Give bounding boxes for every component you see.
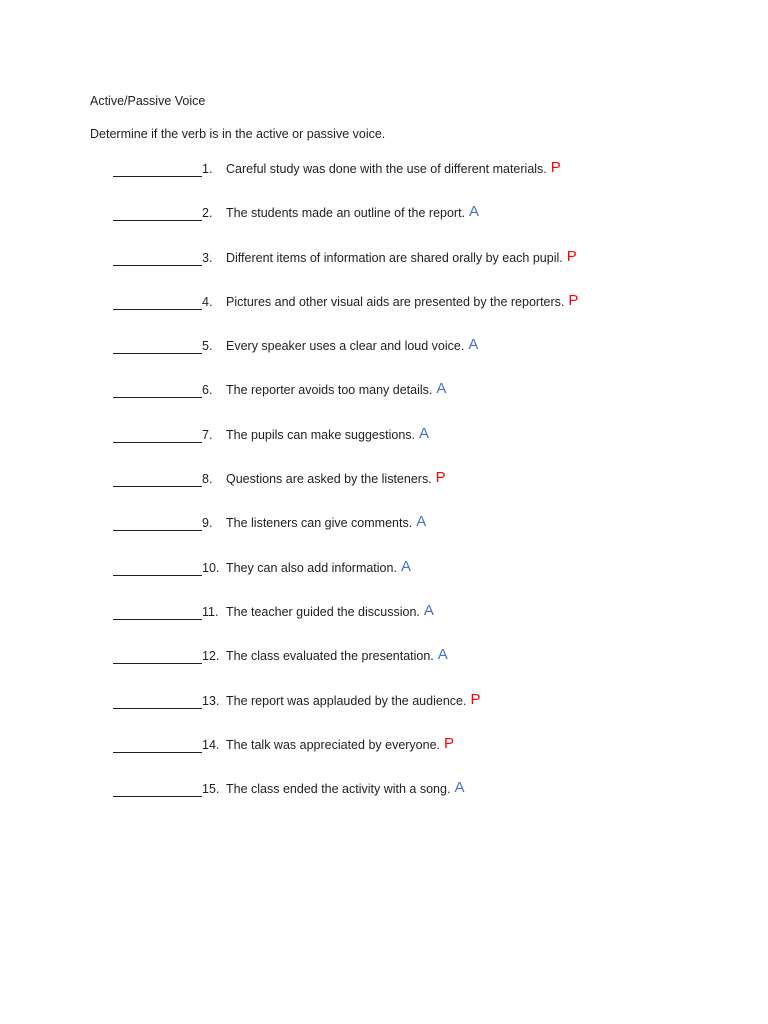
answer-mark: P (566, 247, 577, 265)
question-item (113, 380, 713, 424)
answer-blank (113, 782, 202, 797)
question-item (113, 513, 713, 557)
question-number: 7. (202, 427, 213, 442)
question-sentence: Different items of information are shared orally by each pupil. (226, 250, 563, 265)
question-item (113, 735, 713, 779)
answer-mark: P (444, 734, 455, 752)
question-sentence: The reporter avoids too many details. (226, 383, 433, 398)
answer-blank (113, 516, 202, 531)
answer-mark: A (419, 424, 430, 442)
question-sentence: The report was applauded by the audience. (226, 693, 467, 708)
question-number: 3. (202, 250, 213, 265)
question-sentence: The class ended the activity with a song. (226, 782, 451, 797)
worksheet-title: Active/Passive Voice (90, 94, 206, 108)
answer-blank (113, 605, 202, 620)
question-number: 11. (202, 604, 219, 619)
answer-mark: A (423, 601, 434, 619)
question-number: 1. (202, 162, 213, 176)
question-sentence: The listeners can give comments. (226, 516, 413, 531)
answer-mark: P (435, 469, 446, 487)
answer-blank (113, 206, 202, 221)
question-list (113, 159, 713, 823)
answer-blank (113, 162, 202, 177)
question-number: 15. (202, 782, 220, 797)
answer-mark: A (400, 557, 411, 575)
question-sentence: The teacher guided the discussion. (226, 604, 420, 619)
answer-mark: P (470, 690, 481, 708)
answer-mark: A (436, 380, 447, 398)
question-item (113, 602, 713, 646)
answer-mark: A (437, 646, 448, 664)
question-number: 10. (202, 560, 220, 575)
answer-blank (113, 738, 202, 753)
answer-mark: A (454, 779, 465, 797)
question-number: 4. (202, 294, 213, 309)
answer-blank (113, 561, 202, 576)
answer-mark: A (468, 336, 479, 354)
answer-mark: A (469, 203, 480, 221)
answer-blank (113, 694, 202, 709)
question-item (113, 646, 713, 690)
answer-blank (113, 251, 202, 266)
question-item (113, 691, 713, 735)
question-item (113, 336, 713, 380)
answer-blank (113, 472, 202, 487)
question-item (113, 203, 713, 247)
question-number: 14. (202, 737, 220, 752)
question-item (113, 425, 713, 469)
question-item (113, 558, 713, 602)
question-sentence: Pictures and other visual aids are presented by the reporters. (226, 294, 565, 309)
worksheet-instructions: Determine if the verb is in the active or passive voice. (90, 127, 386, 141)
question-number: 5. (202, 339, 213, 354)
question-item (113, 292, 713, 336)
answer-mark: A (416, 513, 427, 531)
answer-blank (113, 383, 202, 398)
answer-mark: P (550, 159, 561, 176)
answer-blank (113, 295, 202, 310)
question-number: 2. (202, 206, 213, 221)
question-sentence: Questions are asked by the listeners. (226, 472, 432, 487)
question-item (113, 248, 713, 292)
question-sentence: The class evaluated the presentation. (226, 649, 434, 664)
question-number: 6. (202, 383, 213, 398)
question-number: 9. (202, 516, 213, 531)
question-number: 13. (202, 693, 220, 708)
question-sentence: The talk was appreciated by everyone. (226, 737, 441, 752)
question-sentence: The pupils can make suggestions. (226, 427, 415, 442)
question-sentence: Careful study was done with the use of different materials. (226, 162, 547, 176)
question-item (113, 159, 713, 203)
question-sentence: The students made an outline of the report. (226, 206, 466, 221)
answer-mark: P (568, 291, 579, 309)
question-number: 8. (202, 472, 213, 487)
answer-blank (113, 428, 202, 443)
answer-blank (113, 339, 202, 354)
answer-blank (113, 649, 202, 664)
question-sentence: They can also add information. (226, 560, 397, 575)
question-item (113, 469, 713, 513)
question-number: 12. (202, 649, 220, 664)
question-sentence: Every speaker uses a clear and loud voice. (226, 339, 465, 354)
question-item (113, 779, 713, 823)
